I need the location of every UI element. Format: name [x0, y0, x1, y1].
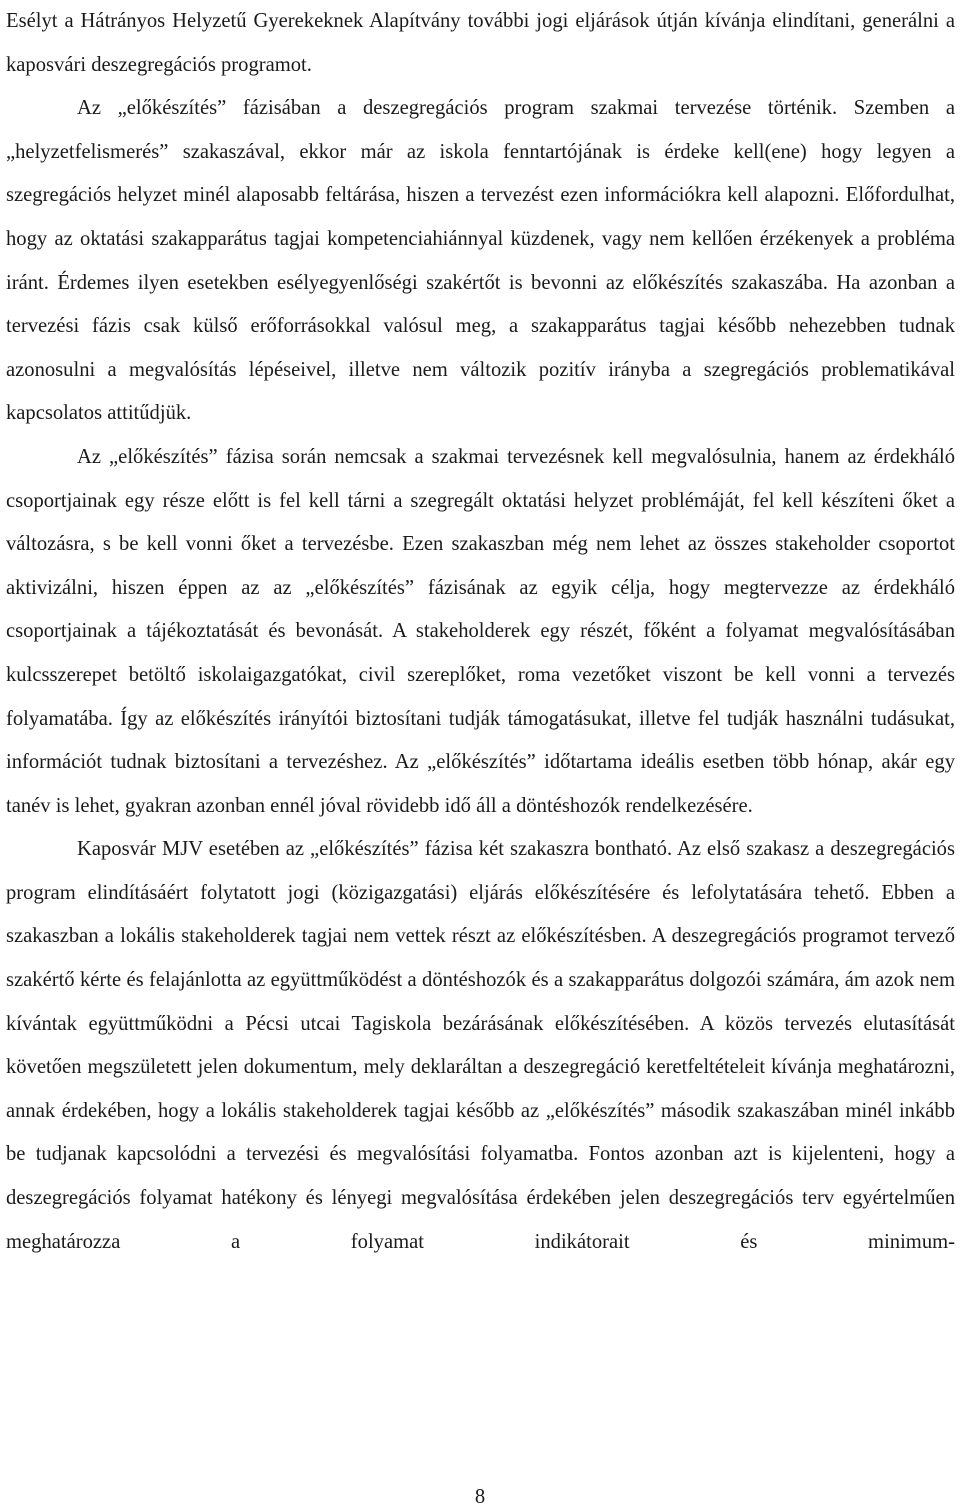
page-number: 8 — [474, 1486, 486, 1508]
paragraph-2: Az „előkészítés” fázisában a deszegregációs program szakmai tervezése történik. Szemben a „helyzetfelismerés” szakaszával, ekkor már az iskola fenntartójának is érdeke kell(ene) hogy legyen a szegregációs helyzet minél alaposabb feltárása, hiszen a tervezést ezen információkra kell alapozni. Előfordulhat, hogy az oktatási szakapparátus tagjai kompetenciahiánnyal küzdenek, vagy nem kellően érzékenyek a probléma iránt. Érdemes ilyen esetekben esélyegyenlőségi szakértőt is bevonni az előkészítés szakaszába. Ha azonban a tervezési fázis csak külső erőforrásokkal valósul meg, a szakapparátus tagjai később nehezebben tudnak azonosulni a megvalósítás lépéseivel, illetve nem változik pozitív irányba a szegregációs problematikával kapcsolatos attitűdjük. — [6, 97, 955, 425]
paragraph-1: Esélyt a Hátrányos Helyzetű Gyerekeknek Alapítvány további jogi eljárások útján kívánja elindítani, generálni a kaposvári deszegregációs programot. — [6, 10, 955, 76]
paragraph-3: Az „előkészítés” fázisa során nemcsak a szakmai tervezésnek kell megvalósulnia, hanem az érdekháló csoportjainak egy része előtt is fel kell tárni a szegregált oktatási helyzet problémáját, fel kell készíteni őket a változásra, s be kell vonni őket a tervezésbe. Ezen szakaszban még nem lehet az összes stakeholder csoportot aktivizálni, hiszen éppen az az „előkészítés” fázisának az egyik célja, hogy megtervezze az érdekháló csoportjainak a tájékoztatását és bevonását. A stakeholderek egy részét, főként a folyamat megvalósításában kulcsszerepet betöltő iskolaigazgatókat, civil szereplőket, roma vezetőket viszont be kell vonni a tervezés folyamatába. Így az előkészítés irányítói biztosítani tudják támogatásukat, illetve fel tudják használni tudásukat, információt tudnak biztosítani a tervezéshez. Az „előkészítés” időtartama ideális esetben több hónap, akár egy tanév is lehet, gyakran azonban ennél jóval rövidebb idő áll a döntéshozók rendelkezésére. — [6, 445, 955, 817]
document-page — [6, 0, 955, 1264]
paragraph-4: Kaposvár MJV esetében az „előkészítés” fázisa két szakaszra bontható. Az első szakasz a deszegregációs program elindításáért folytatott jogi (közigazgatási) eljárás előkészítésére és lefolytatására tehető. Ebben a szakaszban a lokális stakeholderek tagjai nem vettek részt az előkészítésben. A deszegregációs programot tervező szakértő kérte és felajánlotta az együttműködést a döntéshozók és a szakapparátus dolgozói számára, ám azok nem kívántak együttműködni a Pécsi utcai Tagiskola bezárásának előkészítésében. A közös tervezés elutasítását követően megszületett jelen dokumentum, mely deklaráltan a deszegregáció keretfeltételeit kívánja meghatározni, annak érdekében, hogy a lokális stakeholderek tagjai később az „előkészítés” második szakaszában minél inkább be tudjanak kapcsolódni a tervezési és megvalósítási folyamatba. Fontos azonban azt is kijelenteni, hogy a deszegregációs folyamat hatékony és lényegi megvalósítása érdekében jelen deszegregációs terv egyértelműen meghatározza a folyamat indikátorait és minimum- — [6, 838, 955, 1253]
